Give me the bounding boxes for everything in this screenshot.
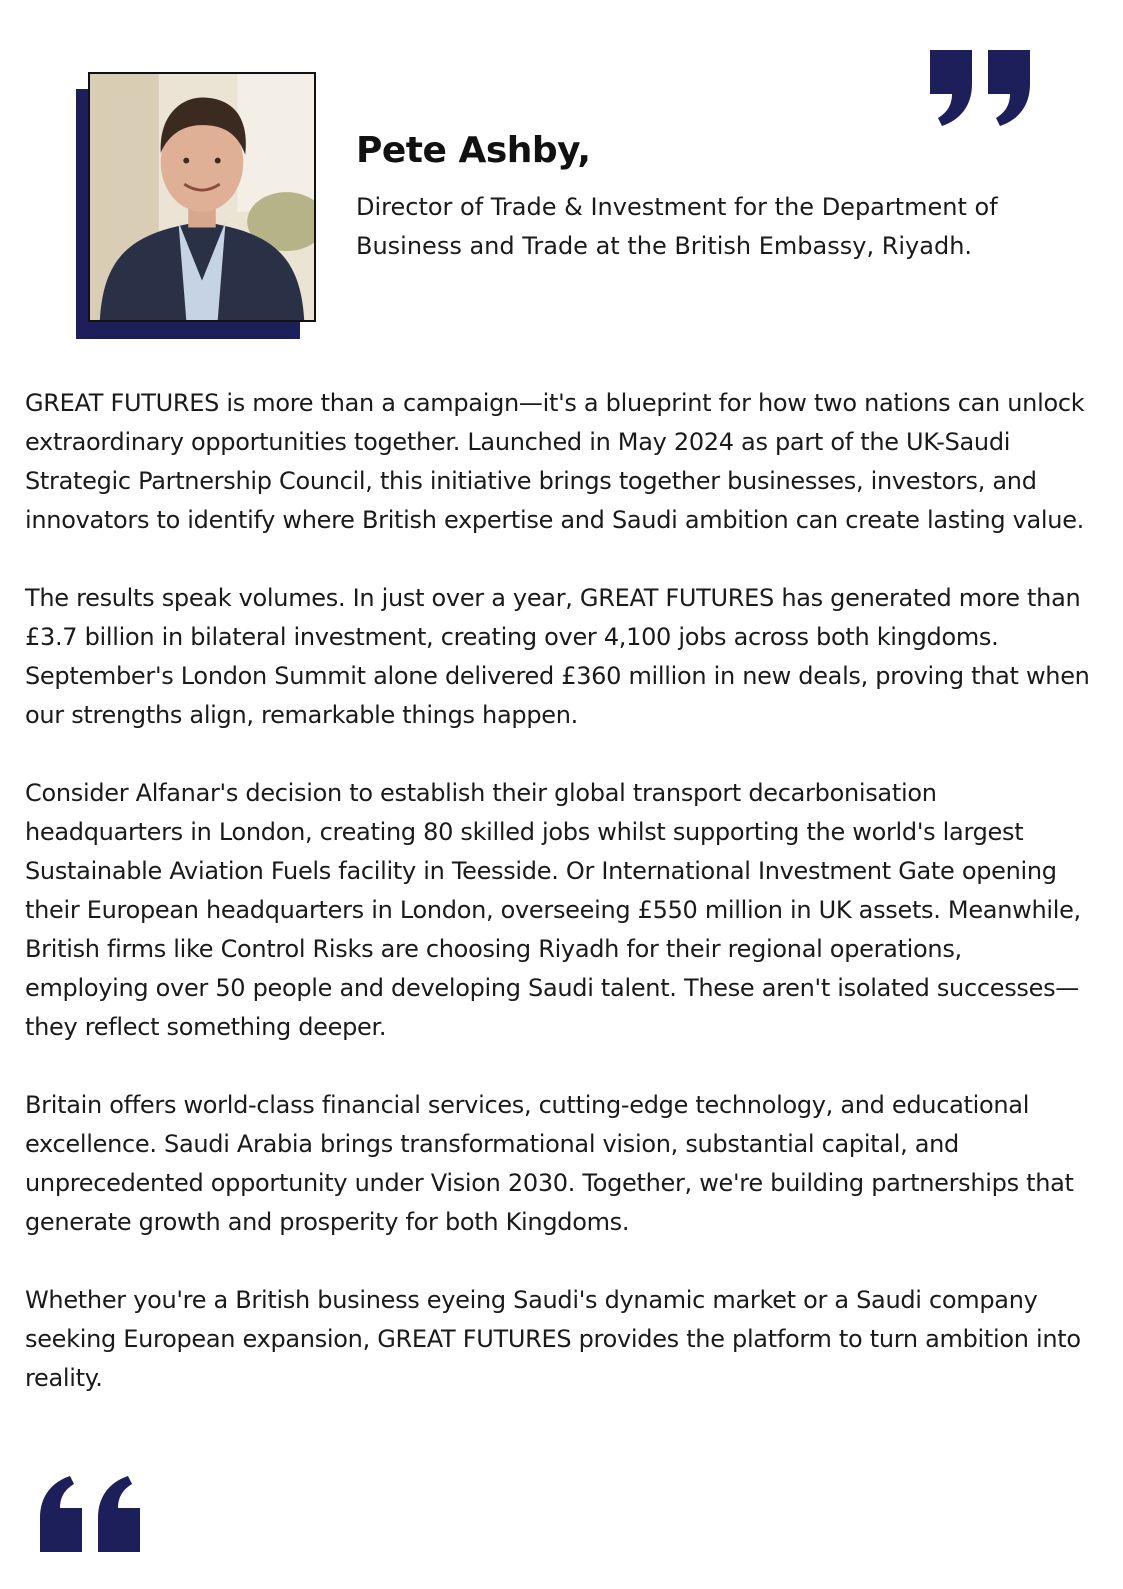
paragraph-4: Britain offers world-class financial services, cutting-edge technology, and educational excellence. Saudi Arabia brings transformational vision, substantial capital, and unprecedented opportunity under Vision 2030. Together, we're building partnerships that generate growth and prosperity for both Kingdoms. [25,1091,1074,1236]
person-name: Pete Ashby, [356,130,591,171]
portrait-photo [88,72,316,322]
opening-quote-icon [36,1474,144,1554]
paragraph-5: Whether you're a British business eyeing Saudi's dynamic market or a Saudi company seeking European expansion, GREAT FUTURES provides the platform to turn ambition into reality. [25,1286,1081,1392]
paragraph-3: Consider Alfanar's decision to establish their global transport decarbonisation headquarters in London, creating 80 skilled jobs whilst supporting the world's largest Sustainable Aviation Fuels facility in Teesside. Or International Investment Gate opening their European headquarters in London, overseeing £550 million in UK assets. Meanwhile, British firms like Control Risks are choosing Riyadh for their regional operations, employing over 50 people and developing Saudi talent. These aren't isolated successes—they reflect something deeper. [25,779,1081,1041]
closing-quote-icon [926,48,1034,128]
paragraph-1: GREAT FUTURES is more than a campaign—it's a blueprint for how two nations can unlock extraordinary opportunities together. Launched in May 2024 as part of the UK-Saudi Strategic Partnership Council, this initiative brings together businesses, investors, and innovators to identify where British expertise and Saudi ambition can create lasting value. [25,389,1085,534]
paragraph-2: The results speak volumes. In just over a year, GREAT FUTURES has generated more than £3.7 billion in bilateral investment, creating over 4,100 jobs across both kingdoms. September's London Summit alone delivered £360 million in new deals, proving that when our strengths align, remarkable things happen. [25,584,1090,729]
person-title: Director of Trade & Investment for the Department of Business and Trade at the British Embassy, Riyadh. [356,193,998,260]
article-body [25,384,1090,1437]
